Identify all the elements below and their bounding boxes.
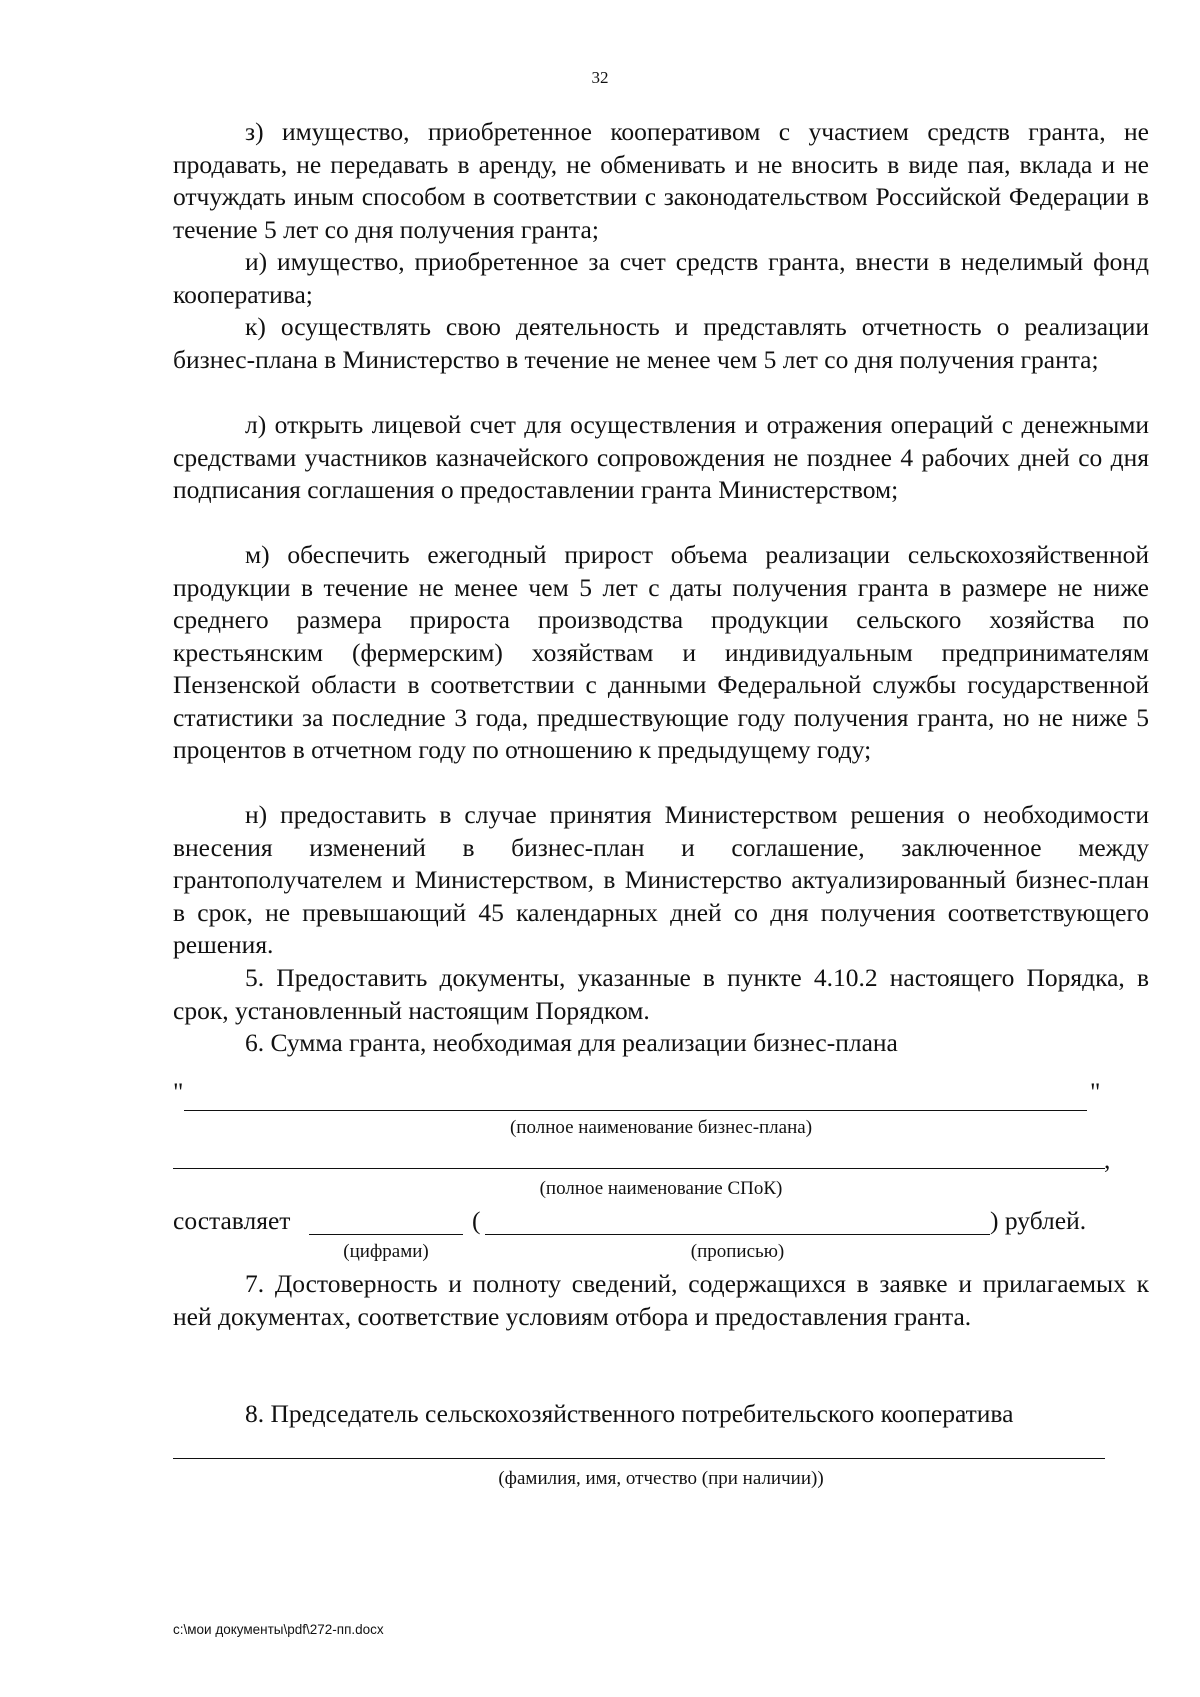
plan-name-caption: (полное наименование бизнес-плана)	[509, 1117, 813, 1138]
paragraph-m: м) обеспечить ежегодный прирост объема реализации сельскохозяйственной продукции в течение не менее чем 5 лет с даты получения гранта в размере не ниже среднего размера прироста производства продукции сельского хозяйства по крестьянским (фермерским) хозяйствам и индивидуальным предпринимателям Пензенской области в соответствии с данными Федеральной службы государственной статистики за последние 3 года, предшествующие году получения гранта, но не ниже 5 процентов в отчетном году по отношению к предыдущему году;	[173, 540, 1149, 764]
paragraph-6: 6. Сумма гранта, необходимая для реализации бизнес-плана	[245, 1028, 898, 1057]
comma: ,	[1104, 1145, 1111, 1174]
digits-caption: (цифрами)	[343, 1241, 429, 1262]
paragraph-z: з) имущество, приобретенное кооперативом с участием средств гранта, не продавать, не передавать в аренду, не обменивать и не вносить в виде пая, вклада и не отчуждать иным способом в соответствии с законодательством Российской Федерации в течение 5 лет со дня получения гранта;	[173, 117, 1149, 244]
paragraph-n: н) предоставить в случае принятия Министерством решения о необходимости внесения изменений в бизнес-план и соглашение, заключенное между грантополучателем и Министерством, в Министерство актуализированный бизнес-план в срок, не превышающий 45 календарных дней со дня получения соответствующего решения.	[173, 800, 1149, 959]
paragraph-7: 7. Достоверность и полноту сведений, содержащихся в заявке и прилагаемых к ней документах, соответствие условиям отбора и предоставления гранта.	[173, 1269, 1149, 1331]
page-number: 32	[591, 68, 609, 87]
close-quote: "	[1090, 1077, 1101, 1106]
amount-label: составляет	[173, 1206, 291, 1235]
amount-digits-field[interactable]	[309, 1234, 463, 1235]
footer-file-path: c:\мои документы\pdf\272-пп.docx	[173, 1622, 384, 1637]
chairman-name-field[interactable]	[173, 1458, 1105, 1459]
plan-name-field[interactable]	[184, 1110, 1087, 1111]
paragraph-8: 8. Председатель сельскохозяйственного потребительского кооператива	[245, 1399, 1014, 1428]
spok-name-caption: (полное наименование СПоК)	[539, 1178, 783, 1199]
spok-name-field[interactable]	[173, 1168, 1105, 1169]
fio-caption: (фамилия, имя, отчество (при наличии))	[498, 1468, 824, 1489]
amount-words-field[interactable]	[485, 1234, 990, 1235]
paragraph-l: л) открыть лицевой счет для осуществления и отражения операций с денежными средствами участников казначейского сопровождения не позднее 4 рабочих дней со дня подписания соглашения о предоставлении гранта Министерством;	[173, 410, 1149, 504]
words-caption: (прописью)	[690, 1241, 785, 1262]
paragraph-k: к) осуществлять свою деятельность и представлять отчетность о реализации бизнес-плана в Министерство в течение не менее чем 5 лет со дня получения гранта;	[173, 312, 1149, 374]
paren-open: (	[472, 1206, 481, 1235]
amount-suffix: ) рублей.	[990, 1206, 1087, 1235]
paragraph-5: 5. Предоставить документы, указанные в пункте 4.10.2 настоящего Порядка, в срок, установленный настоящим Порядком.	[173, 963, 1149, 1025]
open-quote: "	[173, 1077, 184, 1106]
paragraph-i: и) имущество, приобретенное за счет средств гранта, внести в неделимый фонд кооператива;	[173, 247, 1149, 309]
